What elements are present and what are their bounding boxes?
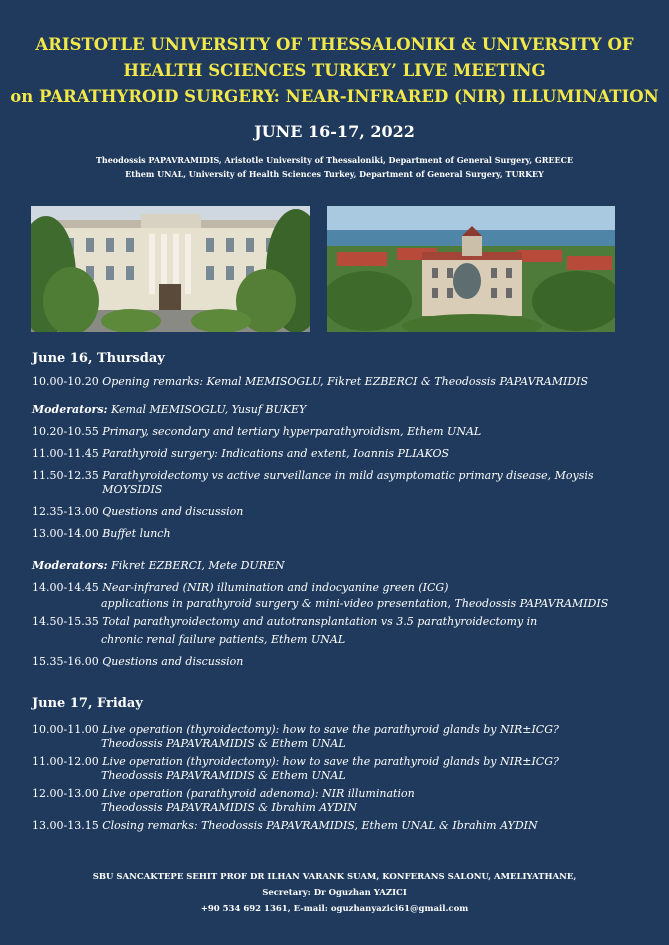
item-text: Live operation (parathyroid adenoma): NIR illumination <box>102 787 415 800</box>
program-item <box>32 723 652 751</box>
item-time: 15.35-16.00 <box>32 655 99 668</box>
item-time: 10.00-11.00 <box>32 723 99 736</box>
title-line: on PARATHYROID SURGERY: NEAR-INFRARED (NIR) ILLUMINATION <box>10 87 659 106</box>
item-time: 11.50-12.35 <box>32 469 99 482</box>
author-line: Ethem UNAL, University of Health Sciences Turkey, Department of General Surgery, TURKEY <box>125 169 544 179</box>
item-text: Near-infrared (NIR) illumination and indocyanine green (ICG) <box>102 581 449 594</box>
item-time: 11.00-12.00 <box>32 755 99 768</box>
program-item <box>32 819 652 833</box>
item-time: 10.20-10.55 <box>32 425 99 438</box>
moderators-1 <box>32 403 652 417</box>
program-item <box>32 655 652 669</box>
day1-program <box>32 352 652 669</box>
footer <box>0 869 669 917</box>
item-text: Closing remarks: Theodossis PAPAVRAMIDIS, Ethem UNAL & Ibrahim AYDIN <box>102 819 538 832</box>
item-text: Total parathyroidectomy and autotransplantation vs 3.5 parathyroidectomy in <box>102 615 538 628</box>
author-line: Theodossis PAPAVRAMIDIS, Aristotle University of Thessaloniki, Department of General Surgery, GREECE <box>95 155 574 165</box>
item-time: 12.35-13.00 <box>32 505 99 518</box>
item-time: 12.00-13.00 <box>32 787 99 800</box>
item-time: 10.00-10.20 <box>32 375 99 388</box>
program-item <box>32 425 652 439</box>
program-item <box>32 581 652 611</box>
title-line: HEALTH SCIENCES TURKEY’ LIVE MEETING <box>123 61 546 80</box>
moderators-label: Moderators: <box>32 403 108 416</box>
item-text: Parathyroid surgery: Indications and extent, Ioannis PLIAKOS <box>102 447 449 460</box>
item-text-cont: Theodossis PAPAVRAMIDIS & Ethem UNAL <box>101 769 346 782</box>
moderators-label: Moderators: <box>32 559 108 572</box>
event-date: JUNE 16-17, 2022 <box>254 122 415 141</box>
university-building-photo <box>31 206 310 332</box>
venue: SBU SANCAKTEPE SEHIT PROF DR ILHAN VARANK SUAM, KONFERANS SALONU, AMELIYATHANE, <box>92 872 577 882</box>
item-text-cont: Theodossis PAPAVRAMIDIS & Ethem UNAL <box>101 737 346 750</box>
item-text: Primary, secondary and tertiary hyperparathyroidism, Ethem UNAL <box>102 425 482 438</box>
item-text: Opening remarks: Kemal MEMISOGLU, Fikret EZBERCI & Theodossis PAPAVRAMIDIS <box>102 375 589 388</box>
event-title <box>0 32 669 110</box>
item-time: 11.00-11.45 <box>32 447 99 460</box>
item-time: 13.00-13.15 <box>32 819 99 832</box>
program-item <box>32 469 652 497</box>
item-text-cont: Theodossis PAPAVRAMIDIS & Ibrahim AYDIN <box>101 801 357 814</box>
authors <box>0 153 669 181</box>
moderators-2 <box>32 559 652 573</box>
moderators-names: Kemal MEMISOGLU, Yusuf BUKEY <box>111 403 307 416</box>
program-item <box>32 505 652 519</box>
item-time: 13.00-14.00 <box>32 527 99 540</box>
item-time: 14.00-14.45 <box>32 581 99 594</box>
item-text: Questions and discussion <box>102 655 244 668</box>
program-item <box>32 615 652 647</box>
day2-program <box>32 697 652 833</box>
item-text: Parathyroidectomy vs active surveillance in mild asymptomatic primary disease, Moysis MOYSIDIS <box>102 469 594 496</box>
title-line: ARISTOTLE UNIVERSITY OF THESSALONIKI & UNIVERSITY OF <box>35 35 634 54</box>
program-item <box>32 527 652 541</box>
item-text-cont: chronic renal failure patients, Ethem UNAL <box>101 633 346 646</box>
program-item <box>32 787 652 815</box>
item-time: 14.50-15.35 <box>32 615 99 628</box>
program-item <box>32 447 652 461</box>
item-text: Live operation (thyroidectomy): how to save the parathyroid glands by NIR±ICG? <box>102 755 559 768</box>
program-item <box>32 755 652 783</box>
item-text: Live operation (thyroidectomy): how to save the parathyroid glands by NIR±ICG? <box>102 723 559 736</box>
item-text: Questions and discussion <box>102 505 244 518</box>
moderators-names: Fikret EZBERCI, Mete DUREN <box>111 559 285 572</box>
program-item <box>32 375 652 389</box>
secretary: Secretary: Dr Oguzhan YAZICI <box>262 888 407 898</box>
contact: +90 534 692 1361, E-mail: oguzhanyazici61@gmail.com <box>200 904 469 914</box>
campus-seaside-photo <box>327 206 615 332</box>
day2-heading: June 17, Friday <box>32 696 143 711</box>
day1-heading: June 16, Thursday <box>32 351 165 366</box>
item-text: Buffet lunch <box>102 527 171 540</box>
item-text-cont: applications in parathyroid surgery & mini-video presentation, Theodossis PAPAVRAMIDIS <box>101 597 609 610</box>
